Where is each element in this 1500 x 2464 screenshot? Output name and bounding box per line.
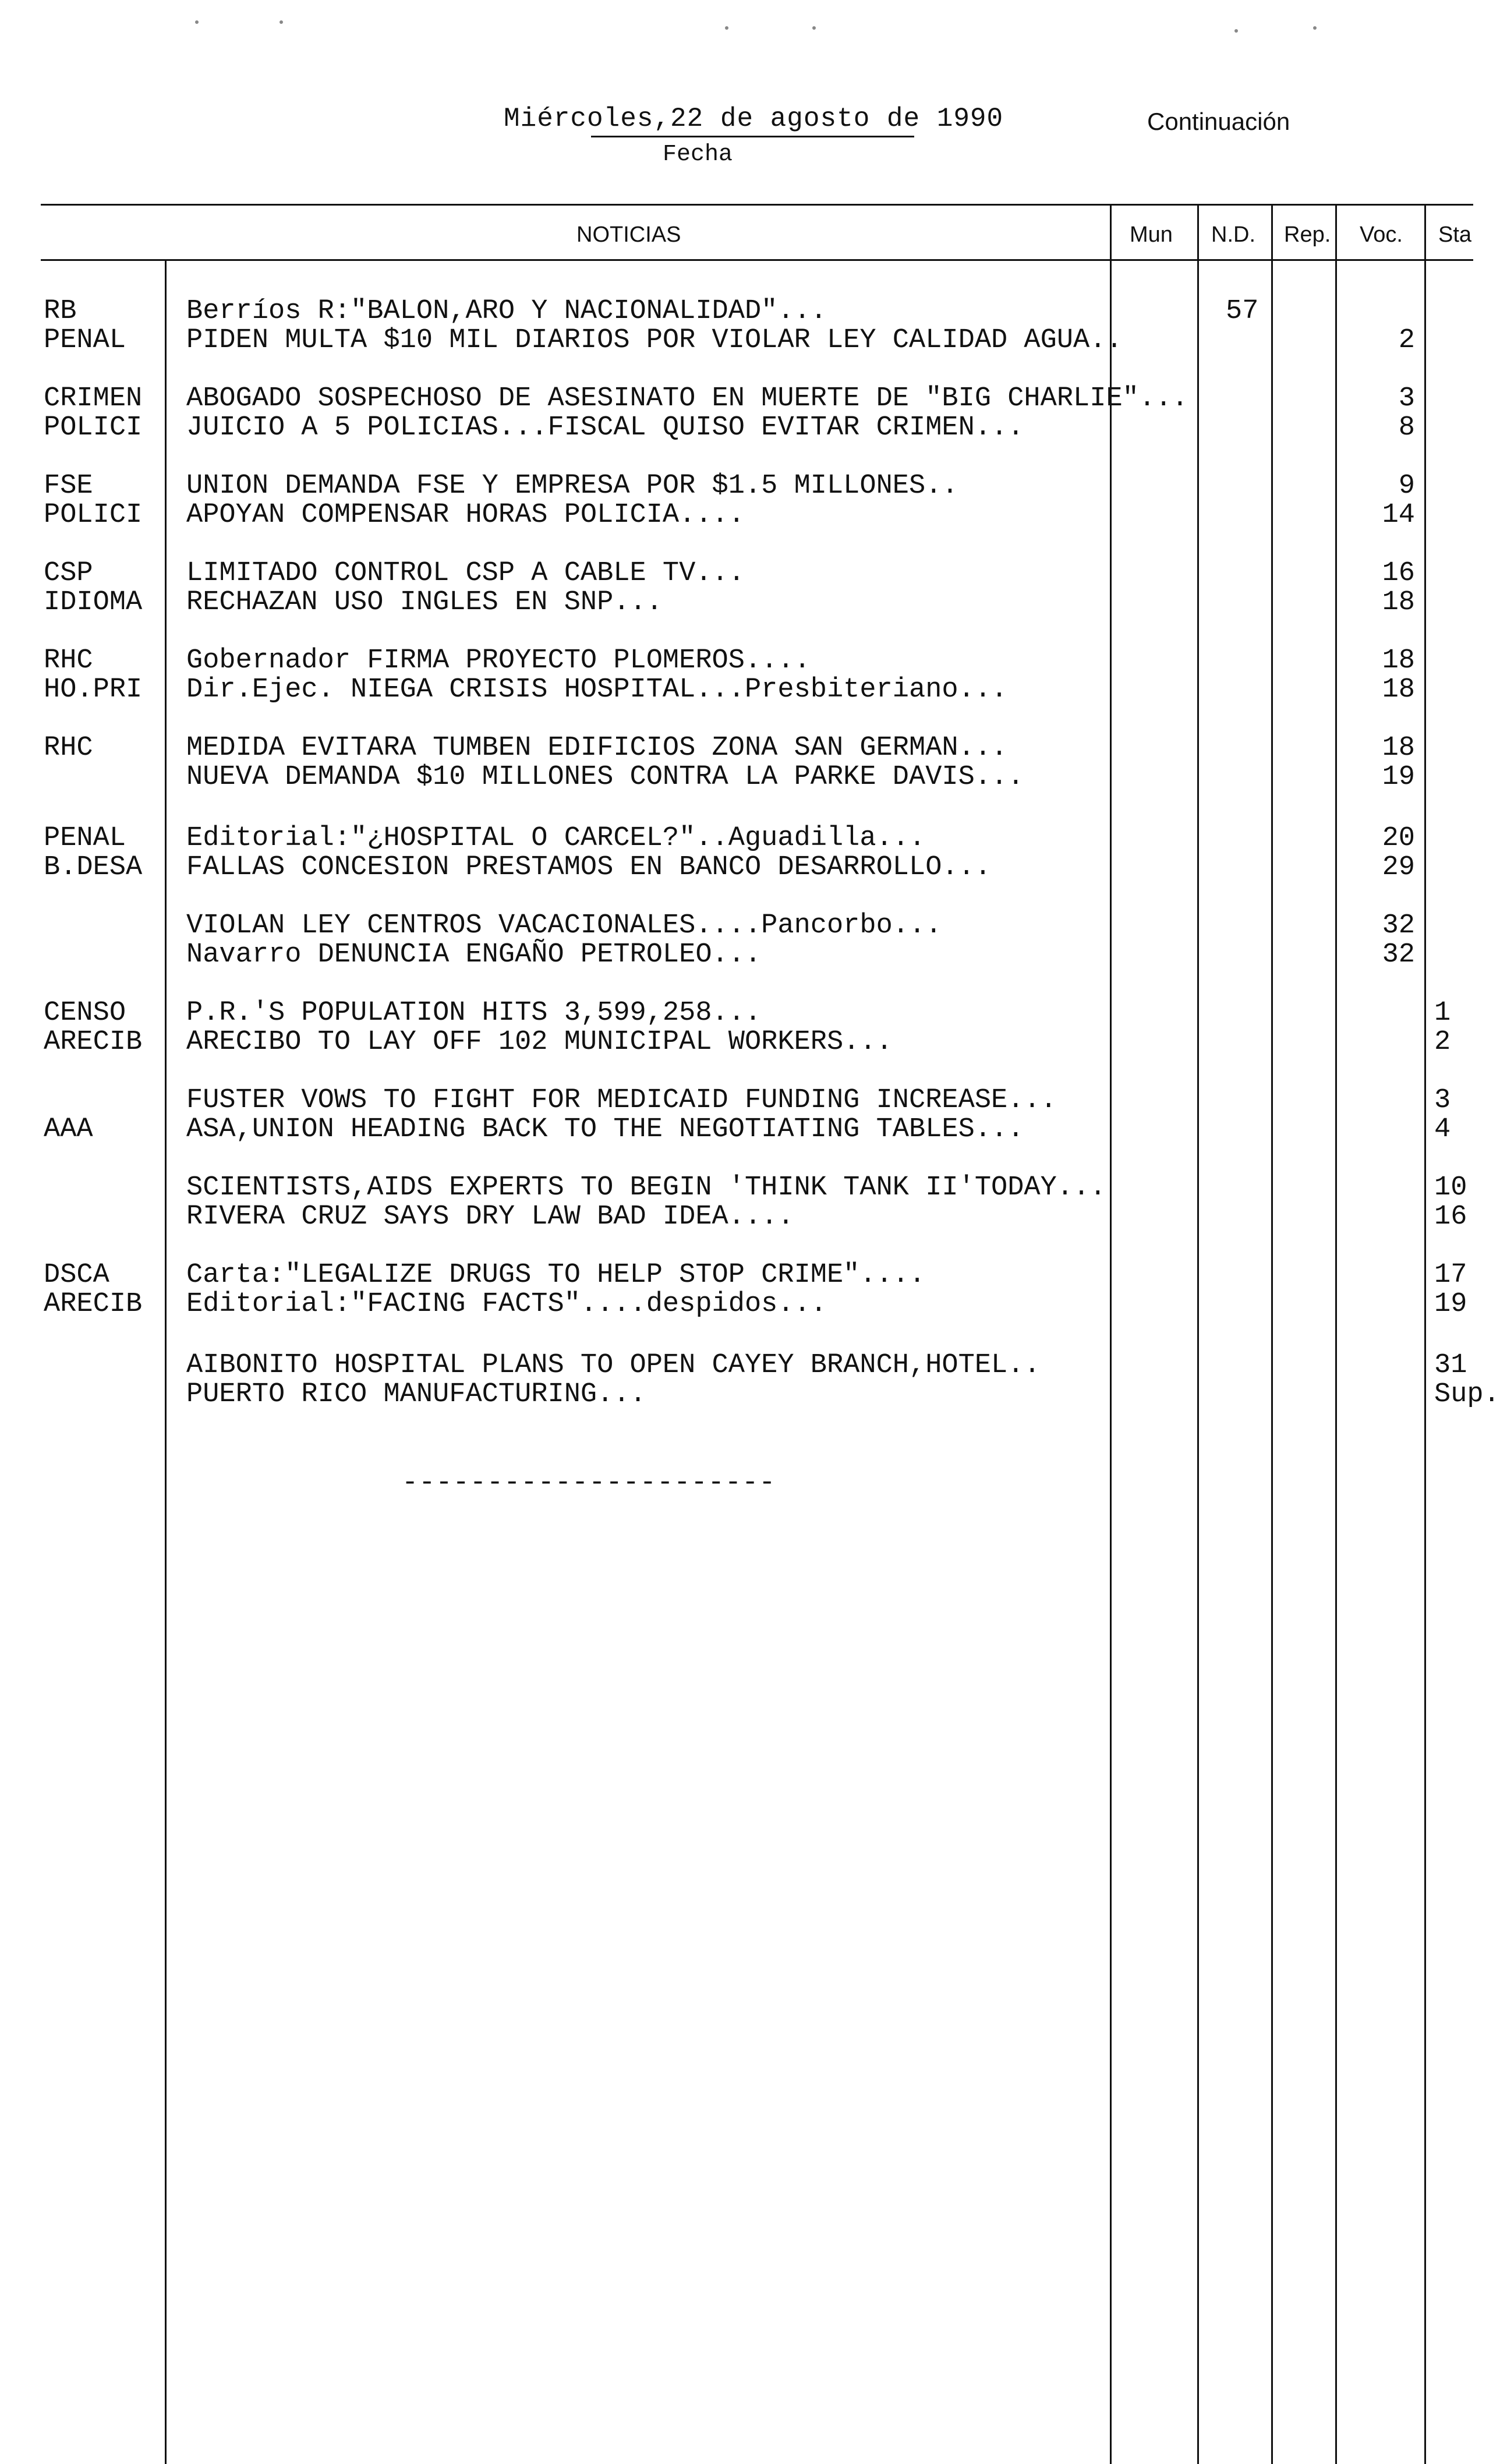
row-headline: Editorial:"¿HOSPITAL O CARCEL?"..Aguadilla... bbox=[186, 823, 926, 854]
news-row bbox=[0, 1086, 1473, 1115]
row-sta-page: 17 bbox=[1434, 1260, 1467, 1291]
row-headline: FALLAS CONCESION PRESTAMOS EN BANCO DESARROLLO... bbox=[186, 852, 992, 883]
row-sta-page: 31 bbox=[1434, 1350, 1467, 1381]
row-sta-page: 16 bbox=[1434, 1201, 1467, 1232]
row-headline: NUEVA DEMANDA $10 MILLONES CONTRA LA PARKE DAVIS... bbox=[186, 762, 1024, 793]
news-row bbox=[0, 1028, 1473, 1057]
news-row bbox=[0, 326, 1473, 355]
row-headline: Dir.Ejec. NIEGA CRISIS HOSPITAL...Presbiteriano... bbox=[186, 674, 1008, 705]
row-headline: ASA,UNION HEADING BACK TO THE NEGOTIATING TABLES... bbox=[186, 1114, 1024, 1145]
row-headline: P.R.'S POPULATION HITS 3,599,258... bbox=[186, 998, 762, 1028]
news-row bbox=[0, 1379, 1500, 1410]
row-headline: MEDIDA EVITARA TUMBEN EDIFICIOS ZONA SAN GERMAN... bbox=[186, 733, 1008, 763]
col-divider-rep bbox=[1271, 204, 1273, 2464]
news-row bbox=[0, 824, 1473, 853]
continuation-label: Continuación bbox=[1147, 108, 1290, 135]
news-row bbox=[0, 559, 1473, 588]
col-divider-nd bbox=[1197, 204, 1199, 2464]
row-voc-page: 19 bbox=[1382, 762, 1415, 793]
row-headline: Carta:"LEGALIZE DRUGS TO HELP STOP CRIME".... bbox=[186, 1260, 926, 1291]
row-category: RHC bbox=[44, 645, 93, 676]
row-category: AAA bbox=[44, 1114, 93, 1145]
news-row bbox=[0, 763, 1473, 792]
row-voc-page: 20 bbox=[1382, 823, 1415, 854]
news-row bbox=[0, 1290, 1473, 1319]
row-category: ARECIB bbox=[44, 1289, 143, 1320]
row-headline: PIDEN MULTA $10 MIL DIARIOS POR VIOLAR LEY CALIDAD AGUA.. bbox=[186, 325, 1123, 356]
row-headline: Editorial:"FACING FACTS"....despidos... bbox=[186, 1289, 827, 1320]
scan-speck bbox=[812, 26, 816, 30]
column-header-rep: Rep. bbox=[1284, 222, 1331, 247]
scan-speck bbox=[280, 20, 283, 24]
row-category: DSCA bbox=[44, 1260, 109, 1291]
row-voc-page: 3 bbox=[1398, 383, 1415, 414]
row-category: CRIMEN bbox=[44, 383, 143, 414]
row-voc-page: 29 bbox=[1382, 852, 1415, 883]
row-headline: FUSTER VOWS TO FIGHT FOR MEDICAID FUNDING INCREASE... bbox=[186, 1085, 1057, 1116]
row-nd-page: 57 bbox=[1226, 296, 1259, 327]
news-row bbox=[0, 501, 1473, 530]
row-headline: ABOGADO SOSPECHOSO DE ASESINATO EN MUERTE DE "BIG CHARLIE"... bbox=[186, 383, 1188, 414]
row-voc-page: 8 bbox=[1398, 412, 1415, 443]
scan-speck bbox=[1313, 26, 1317, 30]
row-category: POLICI bbox=[44, 412, 143, 443]
date-underline bbox=[591, 136, 914, 137]
news-row bbox=[0, 646, 1473, 676]
row-headline: VIOLAN LEY CENTROS VACACIONALES....Pancorbo... bbox=[186, 910, 942, 941]
row-category: B.DESA bbox=[44, 852, 143, 883]
row-headline: RECHAZAN USO INGLES EN SNP... bbox=[186, 587, 663, 618]
report-date: Miércoles,22 de agosto de 1990 bbox=[504, 104, 1004, 134]
row-voc-page: 18 bbox=[1382, 587, 1415, 618]
news-row bbox=[0, 588, 1473, 617]
scan-speck bbox=[1234, 29, 1238, 33]
row-voc-page: 18 bbox=[1382, 645, 1415, 676]
row-headline: JUICIO A 5 POLICIAS...FISCAL QUISO EVITAR CRIMEN... bbox=[186, 412, 1024, 443]
column-header-voc: Voc. bbox=[1360, 222, 1403, 247]
news-row bbox=[0, 472, 1473, 501]
row-sta-page: 1 bbox=[1434, 998, 1451, 1028]
row-voc-page: 2 bbox=[1398, 325, 1415, 356]
news-row bbox=[0, 413, 1473, 443]
col-divider-voc bbox=[1335, 204, 1337, 2464]
news-row bbox=[0, 911, 1473, 941]
row-headline: PUERTO RICO MANUFACTURING... bbox=[186, 1379, 646, 1410]
scan-speck bbox=[725, 26, 728, 30]
row-category: CENSO bbox=[44, 998, 126, 1028]
row-voc-page: 32 bbox=[1382, 939, 1415, 970]
row-voc-page: 9 bbox=[1398, 471, 1415, 501]
row-category: HO.PRI bbox=[44, 674, 143, 705]
column-header-noticias: NOTICIAS bbox=[576, 222, 681, 247]
row-headline: RIVERA CRUZ SAYS DRY LAW BAD IDEA.... bbox=[186, 1201, 794, 1232]
row-voc-page: 32 bbox=[1382, 910, 1415, 941]
row-category: RB bbox=[44, 296, 77, 327]
column-header-nd: N.D. bbox=[1211, 222, 1255, 247]
row-voc-page: 18 bbox=[1382, 733, 1415, 763]
row-headline: ARECIBO TO LAY OFF 102 MUNICIPAL WORKERS... bbox=[186, 1027, 893, 1058]
news-row bbox=[0, 1115, 1473, 1144]
row-category: PENAL bbox=[44, 823, 126, 854]
end-of-list-rule: ---------------------- bbox=[402, 1468, 776, 1498]
table-top-rule bbox=[41, 204, 1473, 206]
column-header-mun: Mun bbox=[1130, 222, 1173, 247]
col-divider-mun bbox=[1110, 204, 1112, 2464]
news-row bbox=[0, 1261, 1473, 1290]
row-category: FSE bbox=[44, 471, 93, 501]
news-row bbox=[0, 1173, 1473, 1203]
date-caption: Fecha bbox=[663, 142, 733, 168]
row-headline: Gobernador FIRMA PROYECTO PLOMEROS.... bbox=[186, 645, 811, 676]
row-headline: LIMITADO CONTROL CSP A CABLE TV... bbox=[186, 558, 745, 589]
row-category: ARECIB bbox=[44, 1027, 143, 1058]
table-header-rule bbox=[41, 259, 1473, 261]
row-sta-page: 4 bbox=[1434, 1114, 1451, 1145]
scan-speck bbox=[195, 20, 199, 24]
row-sta-page: 3 bbox=[1434, 1085, 1451, 1116]
row-category: CSP bbox=[44, 558, 93, 589]
row-category: POLICI bbox=[44, 500, 143, 531]
row-voc-page: 14 bbox=[1382, 500, 1415, 531]
news-row bbox=[0, 1351, 1473, 1380]
row-headline: UNION DEMANDA FSE Y EMPRESA POR $1.5 MILLONES.. bbox=[186, 471, 958, 501]
row-category: IDIOMA bbox=[44, 587, 143, 618]
column-header-sta: Sta bbox=[1438, 222, 1472, 247]
row-headline: Berríos R:"BALON,ARO Y NACIONALIDAD"... bbox=[186, 296, 827, 327]
row-sta-page: 19 bbox=[1434, 1289, 1467, 1320]
row-sta-page: 2 bbox=[1434, 1027, 1451, 1058]
news-row bbox=[0, 384, 1473, 413]
news-row bbox=[0, 853, 1473, 882]
row-headline: APOYAN COMPENSAR HORAS POLICIA.... bbox=[186, 500, 745, 531]
row-sta-page: Sup. bbox=[1434, 1379, 1500, 1410]
col-divider-sta bbox=[1424, 204, 1426, 2464]
news-row bbox=[0, 676, 1473, 705]
row-sta-page: 10 bbox=[1434, 1172, 1467, 1203]
row-category: PENAL bbox=[44, 325, 126, 356]
news-row bbox=[0, 941, 1473, 970]
row-headline: AIBONITO HOSPITAL PLANS TO OPEN CAYEY BRANCH,HOTEL.. bbox=[186, 1350, 1041, 1381]
row-voc-page: 18 bbox=[1382, 674, 1415, 705]
news-row bbox=[0, 734, 1473, 763]
row-voc-page: 16 bbox=[1382, 558, 1415, 589]
row-headline: Navarro DENUNCIA ENGAÑO PETROLEO... bbox=[186, 939, 762, 970]
news-row bbox=[0, 297, 1473, 326]
row-category: RHC bbox=[44, 733, 93, 763]
news-row bbox=[0, 999, 1473, 1028]
news-row bbox=[0, 1203, 1473, 1232]
row-headline: SCIENTISTS,AIDS EXPERTS TO BEGIN 'THINK TANK II'TODAY... bbox=[186, 1172, 1106, 1203]
